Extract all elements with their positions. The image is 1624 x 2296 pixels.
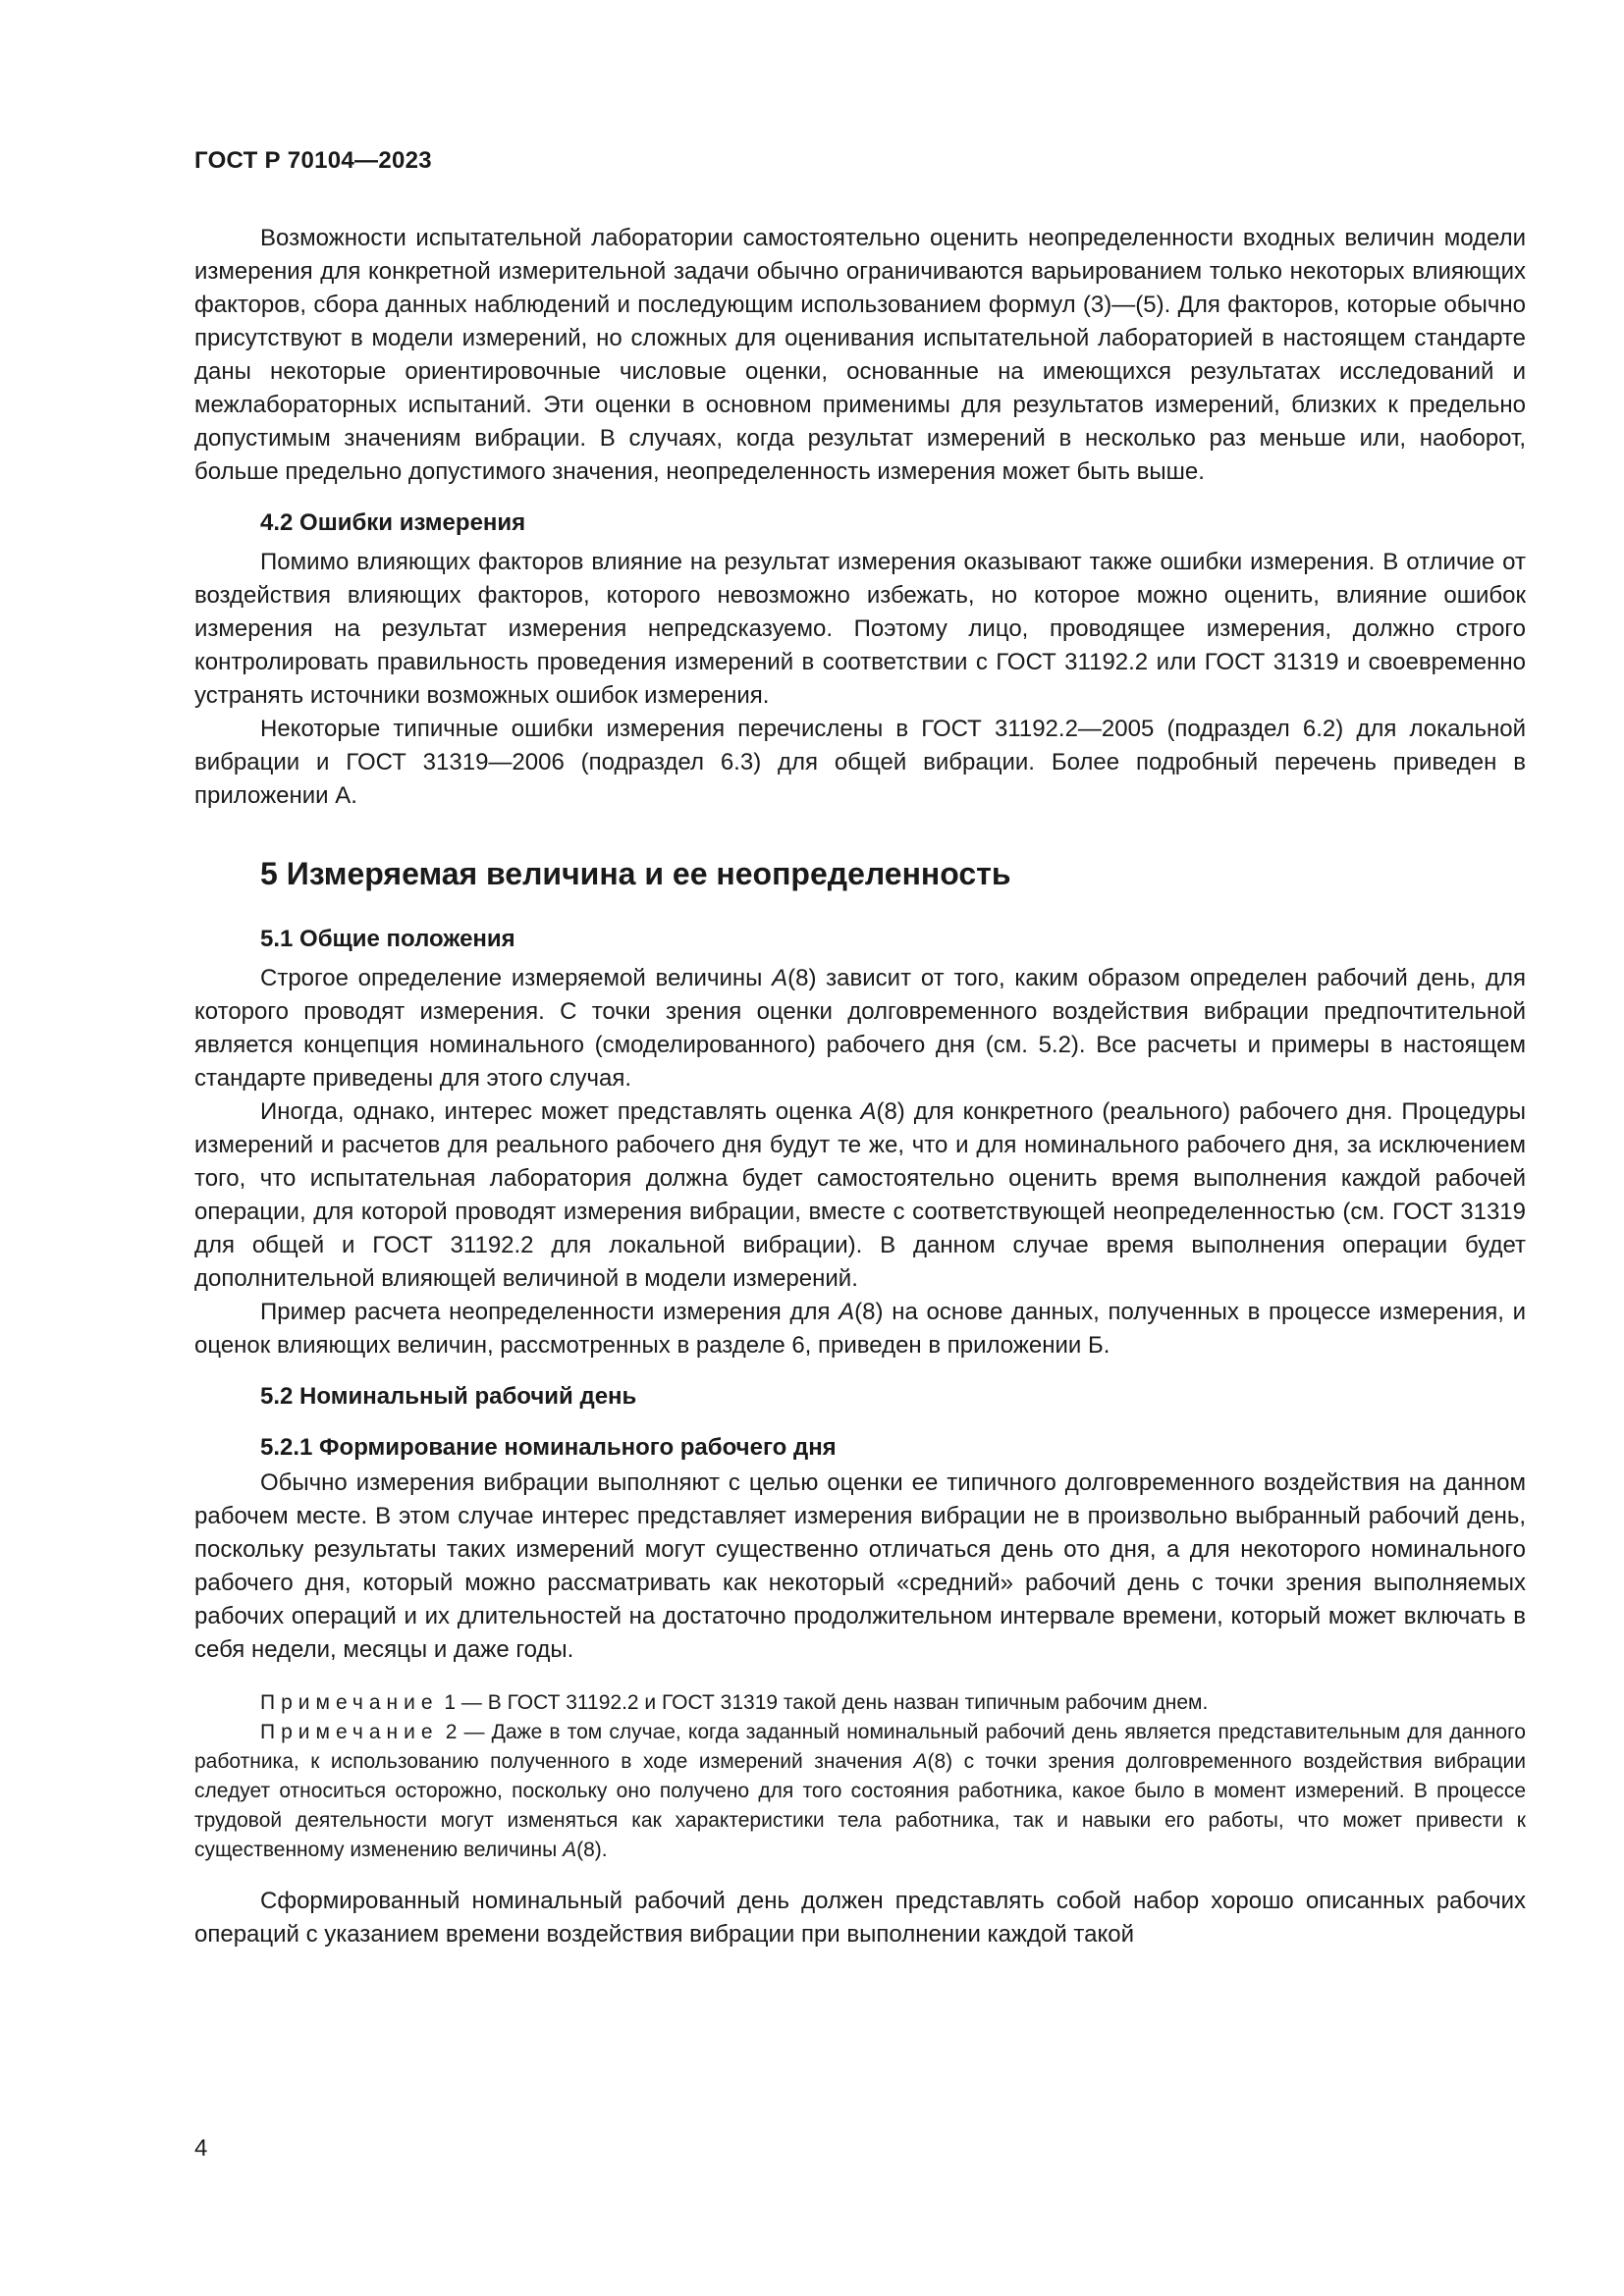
section-5-2-1-title: 5.2.1 Формирование номинального рабочего дня [260, 1434, 837, 1461]
section-5-1-paragraph-3: Пример расчета неопределенности измерения для A(8) на основе данных, полученных в процессе измерения, и оценок влияющих величин, рассмотренных в разделе 6, приведен в приложении Б. [194, 1299, 1526, 1359]
section-5-2-1-paragraph-1: Обычно измерения вибрации выполняют с целью оценки ее типичного долговременного воздействия на данном рабочем месте. В этом случае интерес представляет измерения вибрации не в произвольно выбранный рабочий день, поскольку результаты таких измерений могут существенно отличаться день ото дня, а для некоторого номинального рабочего дня, который можно рассматривать как некоторый «средний» рабочий день с точки зрения выполняемых рабочих операций и их длительностей на достаточно продолжительном интервале времени, который может включать в себя недели, месяцы и даже годы. [194, 1469, 1526, 1663]
page-number: 4 [194, 2135, 208, 2162]
section-4-2-title: 4.2 Ошибки измерения [260, 509, 526, 536]
section-5-2-title: 5.2 Номинальный рабочий день [260, 1383, 637, 1410]
note-2: Примечание 2 — Даже в том случае, когда заданный номинальный рабочий день является представительным для данного работника, к использованию полученного в ходе измерений значения A(8) с точки зрения долговременного воздействия вибрации следует относиться осторожно, поскольку оно получено для того состояния работника, какое было в момент измерений. В процессе трудовой деятельности могут изменяться как характеристики тела работника, так и навыки его работы, что может привести к существенному изменению величины A(8). [194, 1721, 1527, 1861]
section-5-1-paragraph-2: Иногда, однако, интерес может представлять оценка A(8) для конкретного (реального) рабочего дня. Процедуры измерений и расчетов для реального рабочего дня будут те же, что и для номинального рабочего дня, за исключением того, что испытательная лаборатория должна будет самостоятельно оценить время выполнения каждой рабочей операции, для которой проводят измерения вибрации, вместе с соответствующей неопределенностью (см. ГОСТ 31319 для общей и ГОСТ 31192.2 для локальной вибрации). В данном случае время выполнения операции будет дополнительной влияющей величиной в модели измерений. [194, 1098, 1526, 1292]
intro-paragraph: Возможности испытательной лаборатории самостоятельно оценить неопределенности входных величин модели измерения для конкретной измерительной задачи обычно ограничиваются варьированием только некоторых влияющих факторов, сбора данных наблюдений и последующим использованием формул (3)—(5). Для факторов, которые обычно присутствуют в модели измерений, но сложных для оценивания испытательной лабораторией в настоящем стандарте даны некоторые ориентировочные числовые оценки, основанные на имеющихся результатах исследований и межлабораторных испытаний. Эти оценки в основном применимы для результатов измерений, близких к предельно допустимым значениям вибрации. В случаях, когда результат измерений в несколько раз меньше или, наоборот, больше предельно допустимого значения, неопределенность измерения может быть выше. [194, 225, 1526, 485]
section-5-1-title: 5.1 Общие положения [260, 926, 515, 952]
document-page [194, 147, 1526, 1951]
section-5-2-1-paragraph-2: Сформированный номинальный рабочий день должен представлять собой набор хорошо описанных рабочих операций с указанием времени воздействия вибрации при выполнении каждой такой [194, 1888, 1526, 1948]
note-1: Примечание 1 — В ГОСТ 31192.2 и ГОСТ 31319 такой день назван типичным рабочим днем. [260, 1691, 1209, 1714]
section-5-title: 5 Измеряемая величина и ее неопределенность [260, 856, 1011, 891]
section-4-2-paragraph-1: Помимо влияющих факторов влияние на результат измерения оказывают также ошибки измерения. В отличие от воздействия влияющих факторов, которого невозможно избежать, но которое можно оценить, влияние ошибок измерения на результат измерения непредсказуемо. Поэтому лицо, проводящее измерения, должно строго контролировать правильность проведения измерений в соответствии с ГОСТ 31192.2 или ГОСТ 31319 и своевременно устранять источники возможных ошибок измерения. [194, 549, 1526, 709]
document-header: ГОСТ Р 70104—2023 [194, 147, 432, 174]
section-4-2-paragraph-2: Некоторые типичные ошибки измерения перечислены в ГОСТ 31192.2—2005 (подраздел 6.2) для локальной вибрации и ГОСТ 31319—2006 (подраздел 6.3) для общей вибрации. Более подробный перечень приведен в приложении А. [194, 716, 1526, 809]
section-5-1-paragraph-1: Строгое определение измеряемой величины A(8) зависит от того, каким образом определен рабочий день, для которого проводят измерения. С точки зрения оценки долговременного воздействия вибрации предпочтительной является концепция номинального (смоделированного) рабочего дня (см. 5.2). Все расчеты и примеры в настоящем стандарте приведены для этого случая. [194, 965, 1526, 1092]
